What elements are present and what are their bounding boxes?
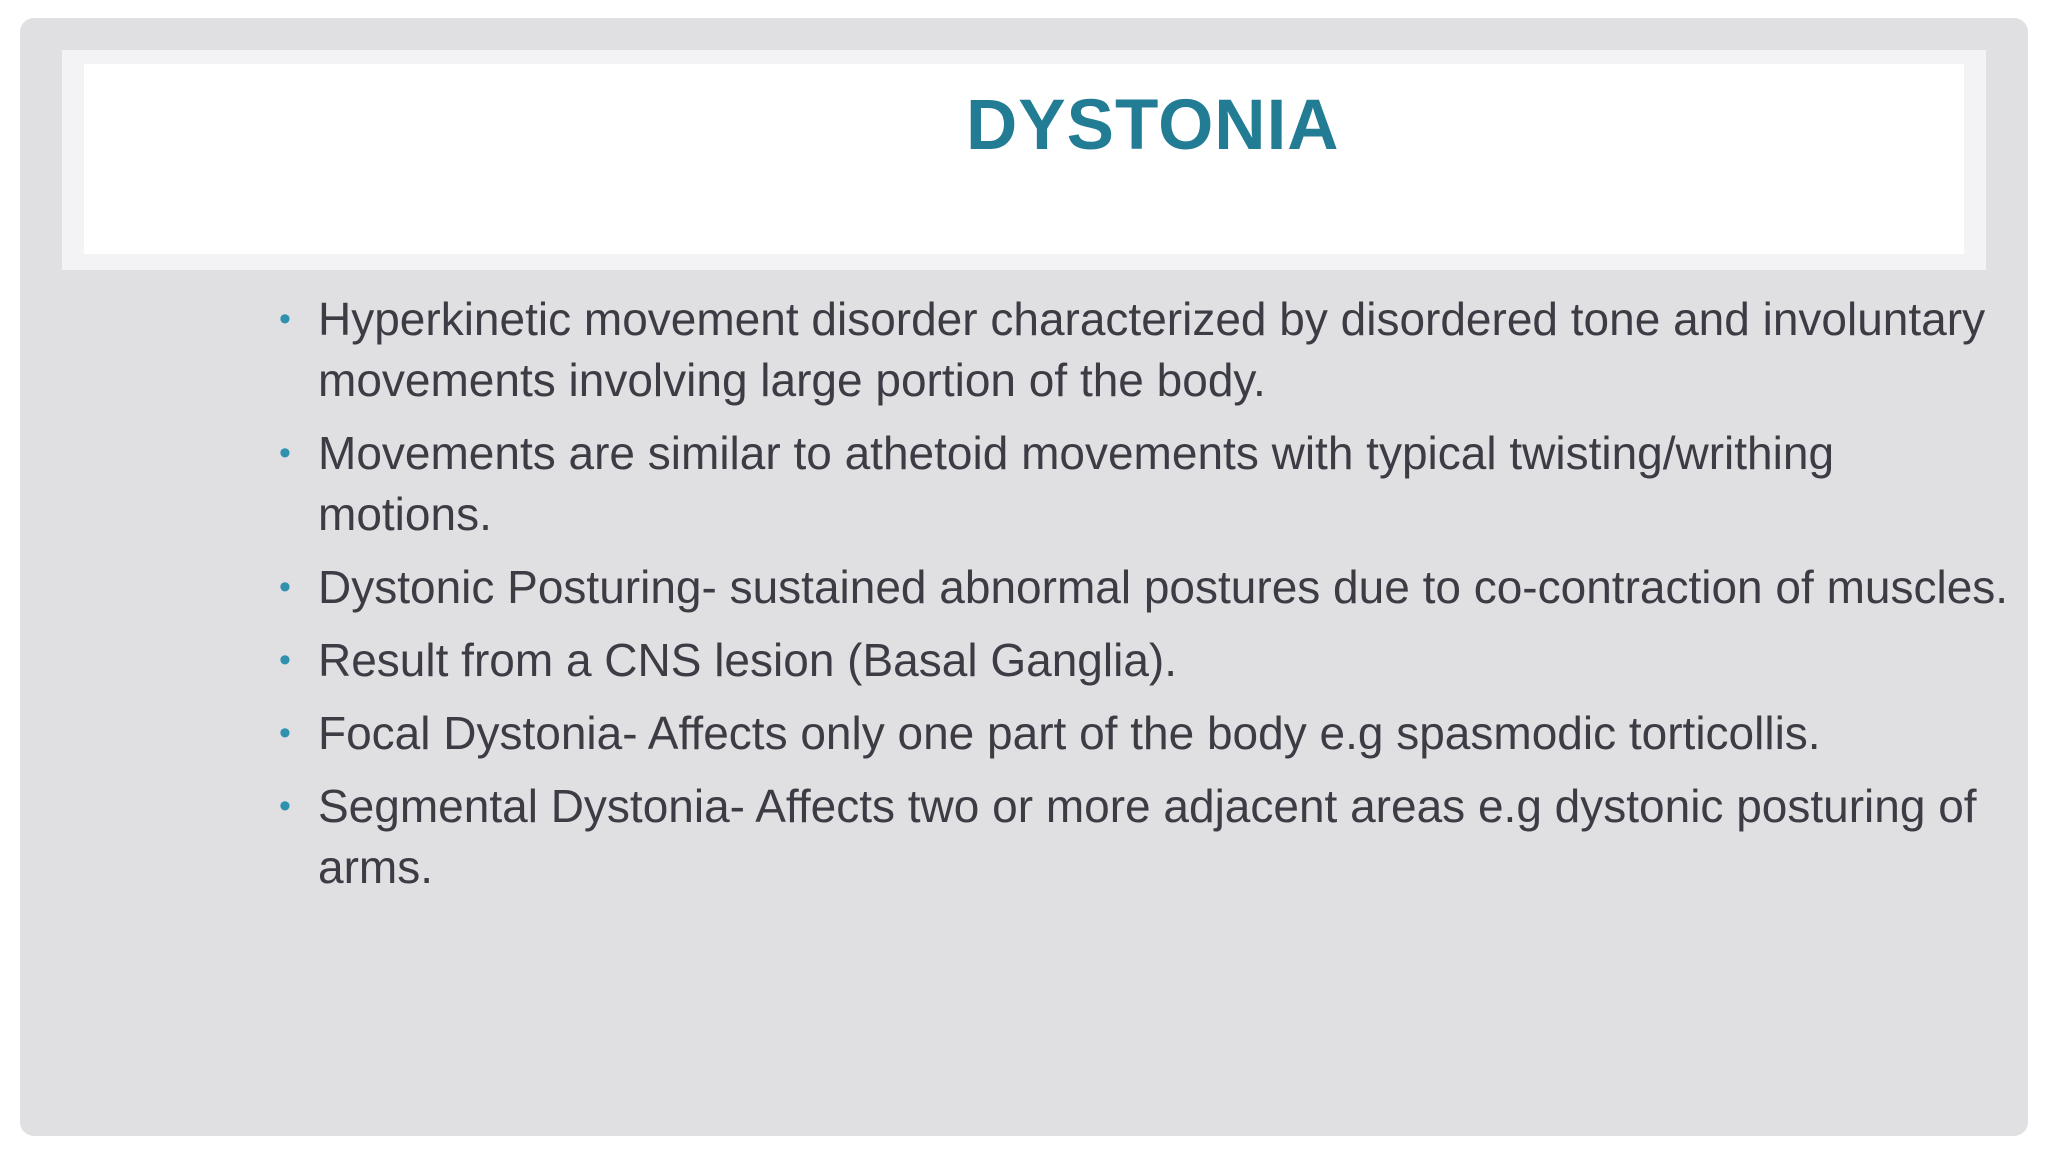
bullet-list bbox=[276, 289, 2016, 910]
bullet-text: Hyperkinetic movement disorder characterized by disordered tone and involuntary movements involving large portion of the body. bbox=[318, 293, 1986, 406]
bullet-text: Segmental Dystonia- Affects two or more adjacent areas e.g dystonic posturing of arms. bbox=[318, 780, 1977, 893]
bullet-text: Movements are similar to athetoid movements with typical twisting/writhing motions. bbox=[318, 427, 1835, 540]
bullet-item bbox=[276, 289, 2016, 411]
bullet-dot-icon: • bbox=[279, 568, 291, 606]
bullet-text: Result from a CNS lesion (Basal Ganglia). bbox=[318, 634, 1177, 686]
bullet-dot-icon: • bbox=[279, 787, 291, 825]
bullet-item bbox=[276, 703, 2016, 764]
bullet-item bbox=[276, 423, 2016, 545]
bullet-text: Dystonic Posturing- sustained abnormal postures due to co-contraction of muscles. bbox=[318, 561, 2009, 613]
bullet-dot-icon: • bbox=[279, 434, 291, 472]
bullet-dot-icon: • bbox=[279, 714, 291, 752]
bullet-dot-icon: • bbox=[279, 300, 291, 338]
bullet-item bbox=[276, 776, 2016, 898]
bullet-item bbox=[276, 557, 2016, 618]
slide bbox=[20, 18, 2028, 1136]
bullet-text: Focal Dystonia- Affects only one part of the body e.g spasmodic torticollis. bbox=[318, 707, 1821, 759]
bullet-dot-icon: • bbox=[279, 641, 291, 679]
slide-title: DYSTONIA bbox=[966, 86, 1340, 165]
bullet-item bbox=[276, 630, 2016, 691]
